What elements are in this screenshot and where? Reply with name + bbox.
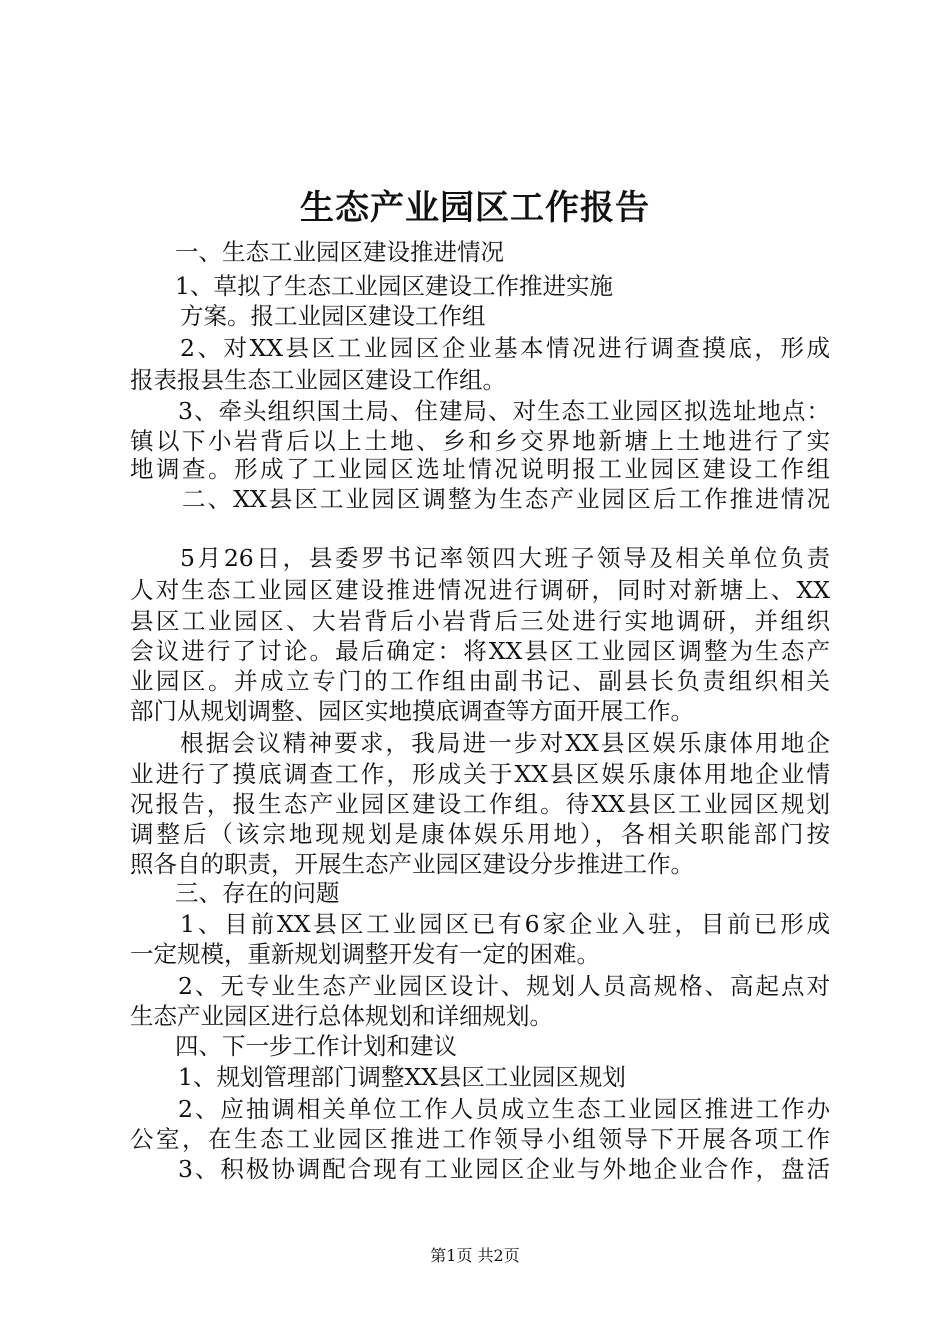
body-line: 报表报县生态工业园区建设工作组。 <box>130 366 506 394</box>
body-line: 2、应抽调相关单位工作人员成立生态工业园区推进工作办 <box>178 1095 830 1123</box>
body-line: 1、规划管理部门调整XX县区工业园区规划 <box>178 1063 626 1091</box>
body-line: 一定规模，重新规划调整开发有一定的困难。 <box>130 940 600 968</box>
page-footer: 第1页 共2页 <box>430 1246 520 1265</box>
body-line: 1、草拟了生态工业园区建设工作推进实施 <box>175 272 613 300</box>
body-line: 3、牵头组织国土局、住建局、对生态工业园区拟选址地点： <box>178 397 830 425</box>
body-line: 1、目前XX县区工业园区已有6家企业入驻，目前已形成 <box>180 910 830 938</box>
body-line: 调整后（该宗地现规划是康体娱乐用地），各相关职能部门按 <box>130 820 830 848</box>
body-line: 生态产业园区进行总体规划和详细规划。 <box>130 1002 553 1030</box>
body-line: 会议进行了讨论。最后确定：将XX县区工业园区调整为生态产 <box>130 637 830 665</box>
body-line: 地调查。形成了工业园区选址情况说明报工业园区建设工作组 <box>130 455 830 483</box>
body-line: 业进行了摸底调查工作，形成关于XX县区娱乐康体用地企业情 <box>130 760 830 788</box>
body-line: 人对生态工业园区建设推进情况进行调研，同时对新塘上、XX <box>130 576 830 604</box>
body-line: 况报告，报生态产业园区建设工作组。待XX县区工业园区规划 <box>130 790 830 818</box>
body-line: 3、积极协调配合现有工业园区企业与外地企业合作，盘活 <box>178 1155 830 1183</box>
body-line: 部门从规划调整、园区实地摸底调查等方面开展工作。 <box>130 697 694 725</box>
body-line: 一、生态工业园区建设推进情况 <box>175 238 504 266</box>
body-line: 公室，在生态工业园区推进工作领导小组领导下开展各项工作 <box>130 1125 830 1153</box>
section-heading: 二、XX县区工业园区调整为生态产业园区后工作推进情况 <box>182 485 830 513</box>
body-line: 业园区。并成立专门的工作组由副书记、副县长负责组织相关 <box>130 667 830 695</box>
body-line: 2、无专业生态产业园区设计、规划人员高规格、高起点对 <box>178 972 830 1000</box>
section-heading: 四、下一步工作计划和建议 <box>175 1032 457 1060</box>
document-title: 生态产业园区工作报告 <box>300 188 650 228</box>
body-line: 方案。报工业园区建设工作组 <box>180 302 486 330</box>
body-line: 镇以下小岩背后以上土地、乡和乡交界地新塘上土地进行了实 <box>130 427 830 455</box>
body-line: 5月26日，县委罗书记率领四大班子领导及相关单位负责 <box>180 544 830 572</box>
body-line: 县区工业园区、大岩背后小岩背后三处进行实地调研，并组织 <box>130 607 830 635</box>
body-line: 2、对XX县区工业园区企业基本情况进行调查摸底，形成 <box>180 334 830 362</box>
body-line: 根据会议精神要求，我局进一步对XX县区娱乐康体用地企 <box>180 729 830 757</box>
section-heading: 三、存在的问题 <box>175 879 340 907</box>
body-line: 照各自的职责，开展生态产业园区建设分步推进工作。 <box>130 850 694 878</box>
